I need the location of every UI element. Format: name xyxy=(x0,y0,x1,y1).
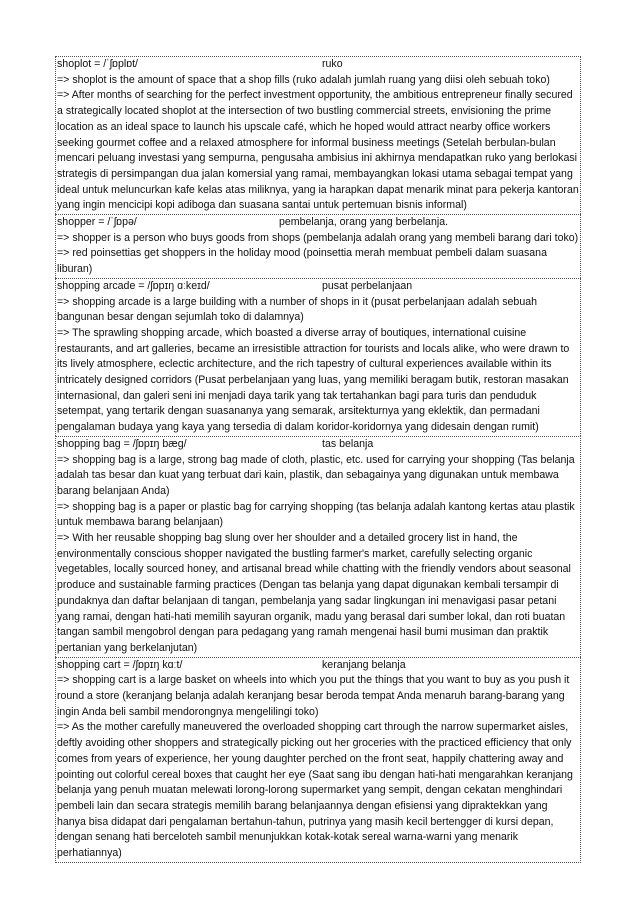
entry-head xyxy=(57,279,579,295)
entry-term: shopping arcade = /ʃɒpɪŋ ɑːkeɪd/ xyxy=(57,279,210,292)
definition-line: => shopping cart is a large basket on wheels into which you put the things that you want to buy as you push it round a store (keranjang belanja adalah keranjang besar beroda tempat Anda menaruh barang-barang yang ingin Anda beli sambil mendorongnya mengelilingi toko) xyxy=(57,674,570,718)
entry-term: shopping cart = /ʃɒpɪŋ kɑːt/ xyxy=(57,658,183,671)
entry-term: shopping bag = /ʃɒpɪŋ bæg/ xyxy=(57,437,187,450)
entry-shopping-bag xyxy=(55,436,581,657)
example-line: => As the mother carefully maneuvered the overloaded shopping cart through the narrow supermarket aisles, deftly avoiding other shoppers and strategically picking out her groceries with the practiced efficiency that only comes from years of experience, her young daughter perched on the front seat, happily chattering away and pointing out colorful cereal boxes that caught her eye (Saat sang ibu dengan hati-hati mengarahkan keranjang belanja yang penuh muatan melewati lorong-lorong supermarket yang sempit, dengan cekatan menghindari pembeli lain dan secara strategis memilih barang belanjaannya dengan efisiensi yang dipraktekkan yang hanya bisa didapat dari pengalaman bertahun-tahun, putrinya yang masih kecil bertengger di kursi depan, dengan senang hati berceloteh sambil menunjukkan kotak-kotak sereal warna-warni yang menarik perhatiannya) xyxy=(57,721,573,860)
definition-line: => shopping bag is a large, strong bag made of cloth, plastic, etc. used for carrying your shopping (Tas belanja adalah tas besar dan kuat yang terbuat dari kain, plastik, dan sebagainya yang digunakan untuk membawa barang belanjaan Anda) xyxy=(57,453,575,497)
example-line: => After months of searching for the perfect investment opportunity, the ambitious entrepreneur finally secured a strategically located shoplot at the intersection of two bustling commercial streets, envisioning the prime location as an ideal space to launch his upscale café, which he hoped would attract nearby office workers seeking gourmet coffee and a relaxed atmosphere for informal business meetings (Setelah berbulan-bulan mencari peluang investasi yang sempurna, pengusaha ambisius ini akhirnya mendapatkan ruko yang berlokasi strategis di persimpangan dua jalan komersial yang ramai, membayangkan lokasi utama sebagai tempat yang ideal untuk meluncurkan kafe kelas atas miliknya, yang ia harapkan dapat menarik minat para pekerja kantoran yang ingin mencicipi kopi adiboga dan suasana santai untuk pertemuan bisnis informal) xyxy=(57,89,579,212)
definition-line: => shopping bag is a paper or plastic bag for carrying shopping (tas belanja adalah kantong kertas atau plastik untuk membawa barang belanjaan) xyxy=(57,500,575,529)
entry-shopping-cart xyxy=(55,657,581,863)
entry-term: shoplot = /ˈʃɒplɒt/ xyxy=(57,58,138,70)
example-line: => red poinsettias get shoppers in the holiday mood (poinsettia merah membuat pembeli dalam suasana liburan) xyxy=(57,247,547,276)
entry-head xyxy=(57,658,579,674)
dictionary-page xyxy=(55,56,581,863)
example-line: => The sprawling shopping arcade, which boasted a diverse array of boutiques, international cuisine restaurants, and art galleries, became an irresistible attraction for tourists and locals alike, who were drawn to its lively atmosphere, eclectic architecture, and the rich tapestry of cultural experiences available within its intricately designed corridors (Pusat perbelanjaan yang luas, yang memiliki beragam butik, restoran masakan internasional, dan galeri seni ini menjadi daya tarik yang tak tertahankan bagi para turis dan penduduk setempat, yang tertarik dengan suasananya yang semarak, arsitekturnya yang eklektik, dan permadani pengalaman budaya yang kaya yang tersedia di dalam koridor-koridornya yang didesain dengan rumit) xyxy=(57,326,570,434)
entry-meaning: keranjang belanja xyxy=(322,658,406,671)
entry-meaning: tas belanja xyxy=(322,437,374,450)
definition-line: => shoplot is the amount of space that a shop fills (ruko adalah jumlah ruang yang diisi oleh sebuah toko) xyxy=(57,73,550,86)
entry-shoplot xyxy=(55,56,581,214)
definition-line: => shopping arcade is a large building with a number of shops in it (pusat perbelanjaan adalah sebuah bangunan besar dengan sejumlah toko di dalamnya) xyxy=(57,295,537,324)
entry-head xyxy=(57,437,579,453)
entry-head xyxy=(57,215,579,231)
entry-meaning: pembelanja, orang yang berbelanja. xyxy=(279,216,449,229)
entry-shopper xyxy=(55,214,581,278)
entry-shopping-arcade xyxy=(55,278,581,436)
entry-meaning: ruko xyxy=(322,58,343,70)
entry-meaning: pusat perbelanjaan xyxy=(322,279,413,292)
example-line: => With her reusable shopping bag slung over her shoulder and a detailed grocery list in hand, the environmentally conscious shopper navigated the bustling farmer's market, carefully selecting organic vegetables, locally sourced honey, and artisanal bread while chatting with the friendly vendors about seasonal produce and sustainable farming practices (Dengan tas belanja yang dapat digunakan kembali tersampir di pundaknya dan daftar belanjaan di tangan, pembelanja yang sadar lingkungan ini menavigasi pasar petani yang ramai, dengan hati-hati memilih sayuran organik, madu yang berasal dari sumber lokal, dan roti buatan tangan sambil mengobrol dengan para pedagang yang ramah mengenai hasil bumi musiman dan praktik pertanian yang berkelanjutan) xyxy=(57,532,571,654)
definition-line: => shopper is a person who buys goods from shops (pembelanja adalah orang yang membeli barang dari toko) xyxy=(57,231,579,244)
entry-term: shopper = /ˈʃɒpə/ xyxy=(57,216,137,229)
entry-head xyxy=(57,57,579,73)
